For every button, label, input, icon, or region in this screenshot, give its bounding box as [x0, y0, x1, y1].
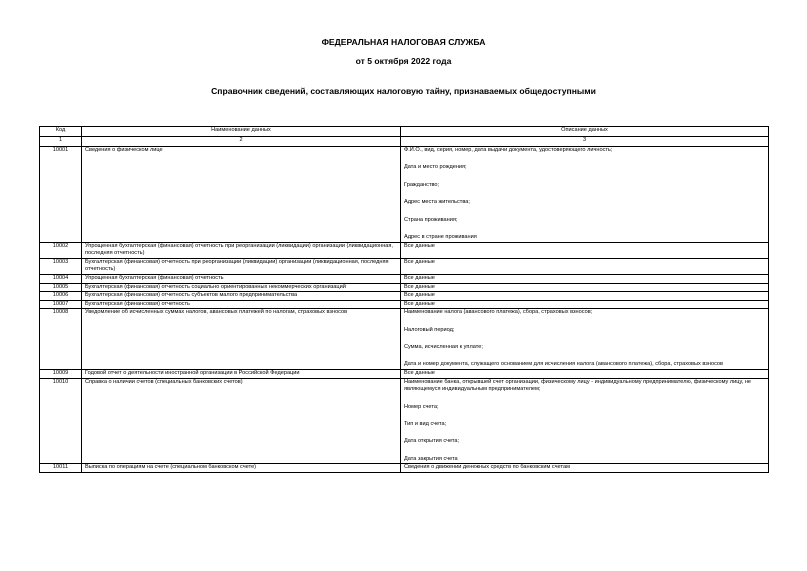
row-code: 10008: [40, 309, 82, 370]
row-code: 10006: [40, 292, 82, 301]
description-line: Все данные: [404, 242, 435, 249]
row-code: 10002: [40, 242, 82, 258]
column-number: 2: [82, 137, 401, 147]
row-code: 10001: [40, 147, 82, 243]
column-number: 3: [401, 137, 769, 147]
description-line: Ф.И.О., вид, серия, номер, дата выдачи документа, удостоверяющего личность;: [404, 147, 613, 153]
description-line: Сумма, исчисленная к уплате;: [404, 344, 483, 351]
row-code: 10004: [40, 274, 82, 283]
row-code: 10011: [40, 464, 82, 473]
table-row: [40, 283, 769, 292]
row-code: 10009: [40, 370, 82, 379]
description-line: Все данные: [404, 370, 435, 377]
description-line: Все данные: [404, 300, 435, 307]
row-description: [401, 464, 769, 473]
description-line: Все данные: [404, 283, 435, 290]
table-row: [40, 147, 769, 243]
row-code: 10007: [40, 300, 82, 309]
table-row: [40, 242, 769, 258]
description-line: Наименование налога (авансового платежа), сбора, страховых взносов;: [404, 309, 593, 316]
row-name: Сведения о физическом лице: [82, 147, 401, 243]
row-description: [401, 370, 769, 379]
row-description: [401, 309, 769, 370]
row-name: Упрощенная бухгалтерская (финансовая) отчетность: [82, 274, 401, 283]
row-description: [401, 147, 769, 243]
description-line: Все данные: [404, 258, 435, 265]
row-name: Годовой отчет о деятельности иностранной организации в Российской Федерации: [82, 370, 401, 379]
row-name: Упрощенная бухгалтерская (финансовая) отчетность при реорганизации (ликвидации) организации (ликвидационная, последняя отчетность): [82, 242, 401, 258]
description-line: Гражданство;: [404, 181, 440, 188]
description-line: Номер счета;: [404, 403, 439, 410]
table-row: [40, 274, 769, 283]
column-header-code: Код: [40, 127, 82, 137]
description-line: Дата и номер документа, служащего основанием для исчисления налога (авансового платежа), сбора, страховых взносов: [404, 361, 724, 368]
table-body: [40, 147, 769, 473]
column-number-row: [40, 137, 769, 147]
header-row: [40, 127, 769, 137]
row-description: [401, 292, 769, 301]
column-header-description: Описание данных: [401, 127, 769, 137]
row-description: [401, 283, 769, 292]
column-header-name: Наименование данных: [82, 127, 401, 137]
table-row: [40, 378, 769, 464]
description-line: Все данные: [404, 292, 435, 299]
row-description: [401, 274, 769, 283]
row-name: Бухгалтерская (финансовая) отчетность: [82, 300, 401, 309]
table-row: [40, 309, 769, 370]
description-line: Дата открытия счета;: [404, 438, 460, 445]
table-row: [40, 370, 769, 379]
row-code: 10003: [40, 258, 82, 274]
description-line: Дата и место рождения;: [404, 164, 467, 171]
description-line: Страна проживания;: [404, 216, 458, 223]
table-row: [40, 292, 769, 301]
row-description: [401, 258, 769, 274]
row-name: Бухгалтерская (финансовая) отчетность субъектов малого предпринимательства: [82, 292, 401, 301]
description-line: Адрес места жительства;: [404, 199, 470, 206]
row-code: 10005: [40, 283, 82, 292]
document-date: от 5 октября 2022 года: [355, 56, 452, 66]
org-title: ФЕДЕРАЛЬНАЯ НАЛОГОВАЯ СЛУЖБА: [321, 37, 486, 47]
column-number: 1: [40, 137, 82, 147]
description-line: Налоговый период;: [404, 326, 455, 333]
table-row: [40, 300, 769, 309]
row-description: [401, 300, 769, 309]
description-line: Тип и вид счета;: [404, 421, 447, 428]
row-name: Выписка по операциям на счете (специальном банковском счете): [82, 464, 401, 473]
row-code: 10010: [40, 378, 82, 464]
data-table: [39, 126, 769, 473]
row-name: Справка о наличии счетов (специальных банковских счетов): [82, 378, 401, 464]
description-line: Сведения о движении денежных средств по банковским счетам: [404, 464, 570, 471]
description-line: Наименование банка, открывшей счет организации, физическому лицу - индивидуальному предпринимателю, физическому лицу, не являющемуся индивидуальным предпринимателем;: [404, 378, 752, 393]
table-row: [40, 464, 769, 473]
row-description: [401, 378, 769, 464]
table-row: [40, 258, 769, 274]
row-name: Бухгалтерская (финансовая) отчетность социально ориентированных некоммерческих организаций: [82, 283, 401, 292]
description-line: Адрес в стране проживания: [404, 233, 477, 240]
description-line: Дата закрытия счета: [404, 455, 458, 462]
row-name: Бухгалтерская (финансовая) отчетность при реорганизации (ликвидации) организации (ликвидационная, последняя отчетность): [82, 258, 401, 274]
description-line: Все данные: [404, 274, 435, 281]
row-description: [401, 242, 769, 258]
row-name: Уведомление об исчисленных суммах налогов, авансовых платежей по налогам, страховых взносов: [82, 309, 401, 370]
document-title: Справочник сведений, составляющих налоговую тайну, признаваемых общедоступными: [211, 86, 596, 96]
